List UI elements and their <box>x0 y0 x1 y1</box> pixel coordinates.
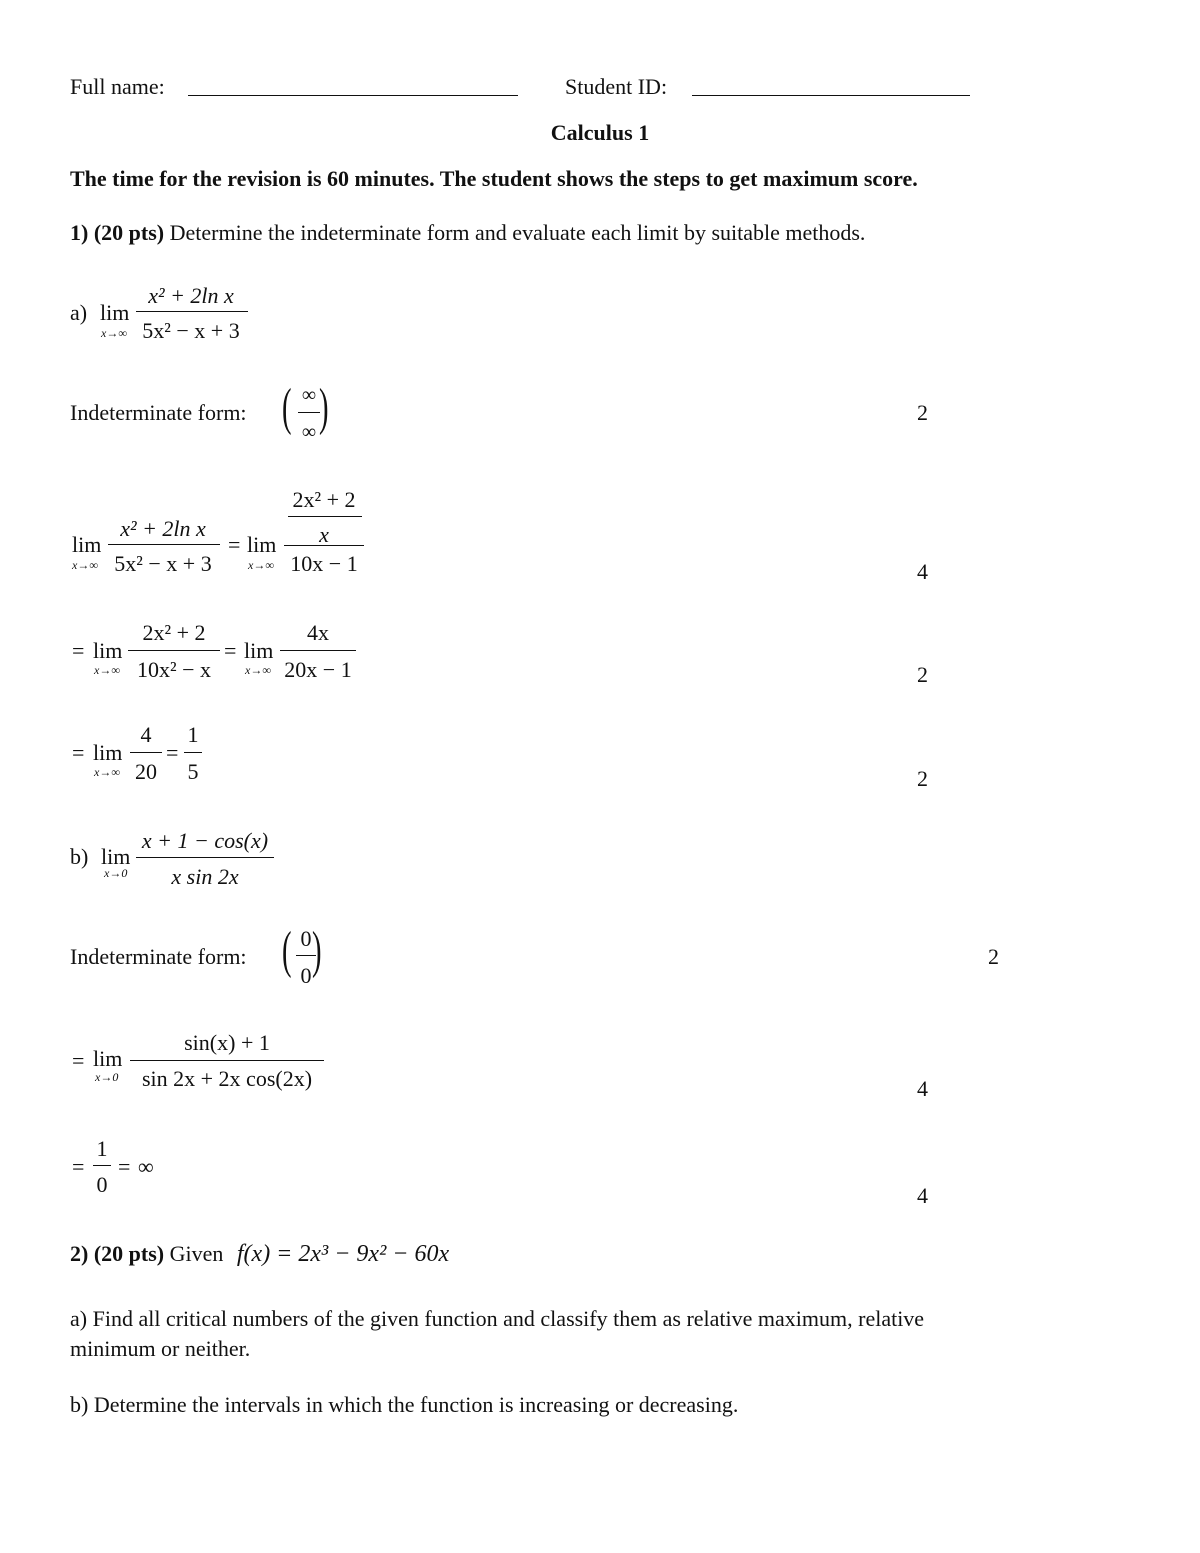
score: 4 <box>917 1076 928 1101</box>
lim-subscript: x→∞ <box>101 326 127 340</box>
step1-rhs-denominator: 10x − 1 <box>290 551 358 576</box>
score: 4 <box>917 559 928 584</box>
step2-denominator-2: 20x − 1 <box>284 657 352 682</box>
full-name-blank[interactable] <box>188 95 518 96</box>
step1-numerator: x² + 2ln x <box>120 516 206 541</box>
b-step2-denominator: 0 <box>96 1172 108 1197</box>
lim-text: lim <box>93 638 123 663</box>
score: 4 <box>917 1183 928 1208</box>
fraction-bar <box>128 650 220 651</box>
equals-sign: = <box>72 638 85 663</box>
step2-numerator-2: 4x <box>307 620 329 645</box>
b-step1-numerator: sin(x) + 1 <box>184 1030 270 1055</box>
q1-text: Determine the indeterminate form and evaluate each limit by suitable methods. <box>169 220 866 245</box>
q1-number: 1) <box>70 220 89 245</box>
fraction-bar <box>298 412 320 413</box>
step3-numerator: 4 <box>140 722 152 747</box>
score: 2 <box>917 400 928 425</box>
indeterminate-label-b: Indeterminate form: <box>70 944 247 969</box>
fraction-bar <box>136 857 274 858</box>
instructions: The time for the revision is 60 minutes. The student shows the steps to get maximum score. <box>70 166 918 191</box>
lim-text: lim <box>93 740 123 765</box>
equals-sign: = <box>72 1048 85 1073</box>
q1-points: (20 pts) <box>93 220 165 245</box>
lim-text: lim <box>247 532 277 557</box>
equals-sign: = <box>118 1154 131 1179</box>
q1a-numerator: x² + 2ln x <box>148 283 234 308</box>
fraction-bar <box>136 311 248 312</box>
q1b-denominator: x sin 2x <box>171 864 239 889</box>
fraction-bar <box>130 752 162 753</box>
q2b-text: b) Determine the intervals in which the function is increasing or decreasing. <box>70 1392 739 1417</box>
lim-subscript: x→∞ <box>245 663 271 677</box>
fraction-bar <box>184 752 202 753</box>
q2a-text: a) Find all critical numbers of the given function and classify them as relative maximum, relative <box>70 1306 925 1331</box>
lim-text: lim <box>101 844 131 869</box>
b-step2-numerator: 1 <box>96 1136 108 1161</box>
fraction-bar <box>284 545 364 546</box>
full-name-label: Full name: <box>70 74 165 99</box>
score: 2 <box>917 766 928 791</box>
lim-subscript: x→∞ <box>248 558 274 572</box>
fraction-bar <box>130 1060 324 1061</box>
q2-function: f(x) = 2x³ − 9x² − 60x <box>236 1241 450 1267</box>
right-paren: ) <box>312 922 322 979</box>
step3-denominator: 20 <box>135 759 157 784</box>
lim-subscript: x→∞ <box>72 558 98 572</box>
left-paren: ( <box>282 922 292 979</box>
lim-text: lim <box>93 1046 123 1071</box>
q1a-denominator: 5x² − x + 3 <box>142 318 240 343</box>
step1-denominator: 5x² − x + 3 <box>114 551 212 576</box>
fraction-bar <box>288 516 362 517</box>
step2-numerator-1: 2x² + 2 <box>142 620 206 645</box>
equals-sign: = <box>72 1154 85 1179</box>
indeterminate-b-bottom: 0 <box>300 963 312 988</box>
lim-text: lim <box>72 532 102 557</box>
lim-subscript: x→0 <box>95 1070 119 1084</box>
q2-points: (20 pts) <box>93 1241 165 1266</box>
equals-sign: = <box>166 740 179 765</box>
result-numerator: 1 <box>187 722 199 747</box>
step1-rhs-x: x <box>319 522 329 547</box>
result-denominator: 5 <box>187 759 199 784</box>
step1-rhs-top: 2x² + 2 <box>292 487 356 512</box>
b-step1-denominator: sin 2x + 2x cos(2x) <box>141 1066 313 1091</box>
lim-text: lim <box>244 638 274 663</box>
score: 2 <box>988 944 999 969</box>
q1b-label: b) <box>70 844 89 869</box>
equals-sign: = <box>228 532 241 557</box>
q2-prompt <box>70 1242 449 1266</box>
q2-number: 2) <box>70 1241 89 1266</box>
indeterminate-b-top: 0 <box>300 926 312 951</box>
student-id-blank[interactable] <box>692 95 970 96</box>
page-title: Calculus 1 <box>550 120 650 145</box>
step2-denominator-1: 10x² − x <box>136 657 211 682</box>
infinity-result: ∞ <box>138 1154 154 1179</box>
indeterminate-a-top: ∞ <box>301 384 317 406</box>
q1a-label: a) <box>70 300 88 325</box>
q1-prompt <box>70 222 865 244</box>
q1b-numerator: x + 1 − cos(x) <box>141 828 269 853</box>
lim-subscript: x→0 <box>104 866 128 880</box>
fraction-bar <box>280 650 356 651</box>
right-paren: ) <box>319 379 329 436</box>
lim-text: lim <box>100 300 130 325</box>
student-id-label: Student ID: <box>565 74 668 99</box>
lim-subscript: x→∞ <box>94 765 120 779</box>
fraction-bar <box>93 1165 111 1166</box>
q2-given: Given <box>169 1241 224 1266</box>
indeterminate-label-a: Indeterminate form: <box>70 400 247 425</box>
q2a-text-continued: minimum or neither. <box>70 1336 251 1361</box>
equals-sign: = <box>224 638 237 663</box>
score: 2 <box>917 662 928 687</box>
equals-sign: = <box>72 740 85 765</box>
lim-subscript: x→∞ <box>94 663 120 677</box>
fraction-bar <box>108 544 220 545</box>
indeterminate-a-bottom: ∞ <box>301 421 317 443</box>
left-paren: ( <box>282 379 292 436</box>
